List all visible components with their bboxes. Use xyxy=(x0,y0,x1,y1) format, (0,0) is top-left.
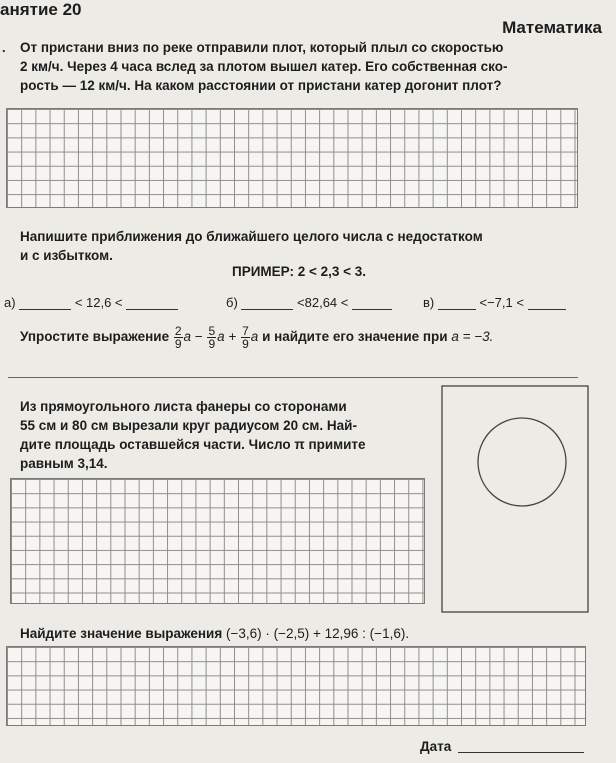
task5-prefix: Найдите значение выражения xyxy=(20,626,223,641)
item-c-label: в) xyxy=(423,295,435,310)
task4-answer-grid[interactable] xyxy=(10,478,425,604)
task2-item-b xyxy=(226,295,392,310)
fraction-3: $\frac{7}{9}$ xyxy=(242,324,249,351)
task2-item-c xyxy=(423,295,566,310)
item-a-blank-right[interactable] xyxy=(126,309,178,310)
lesson-heading: анятие 20 xyxy=(0,0,82,19)
var-a-3: a xyxy=(250,329,259,345)
item-c-blank-right[interactable] xyxy=(528,309,566,310)
item-a-label: а) xyxy=(4,295,16,310)
task4-line4: равным 3,14. xyxy=(20,456,108,471)
task2-line2: и с избытком. xyxy=(20,248,113,263)
item-c-blank-left[interactable] xyxy=(438,309,476,310)
task2-example: ПРИМЕР: 2 < 2,3 < 3. xyxy=(232,264,367,279)
item-a-blank-left[interactable] xyxy=(19,309,71,310)
task5-text xyxy=(20,624,409,643)
task4-line1: Из прямоугольного листа фанеры со сторонами xyxy=(20,399,347,414)
item-a-expr: < 12,6 < xyxy=(74,295,123,310)
task2-item-a xyxy=(4,295,178,310)
cut-circle xyxy=(478,418,566,506)
item-b-label: б) xyxy=(226,295,238,310)
task3-suffix: и найдите его значение при xyxy=(262,329,448,345)
var-a-2: a xyxy=(217,329,225,345)
task3-answer-line[interactable] xyxy=(8,377,578,378)
task5-answer-grid[interactable] xyxy=(6,646,586,726)
task5-expression: (−3,6) · (−2,5) + 12,96 : (−1,6). xyxy=(225,626,410,641)
var-a-1: a xyxy=(183,329,192,345)
task4-text xyxy=(20,397,440,473)
subject-heading: Математика xyxy=(502,18,602,37)
plywood-figure xyxy=(440,384,590,614)
item-c-expr: <−7,1 < xyxy=(479,295,524,310)
task2-text xyxy=(20,227,610,265)
task4-line3: дите площадь оставшейся части. Число π примите xyxy=(20,437,366,452)
fraction-1: $\frac{2}{9}$ xyxy=(174,324,182,351)
task1-answer-grid[interactable] xyxy=(6,108,578,208)
task3-prefix: Упростите выражение xyxy=(20,329,170,345)
task1-line1: От пристани вниз по реке отправили плот, который плыл со скоростью xyxy=(20,40,504,55)
task1-marker: . xyxy=(2,40,6,55)
plus-sign: + xyxy=(228,329,237,345)
item-b-blank-right[interactable] xyxy=(352,309,392,310)
date-field[interactable] xyxy=(458,752,584,753)
task2-line1: Напишите приближения до ближайшего целого числа с недостатком xyxy=(20,229,483,244)
plywood-rectangle xyxy=(442,386,588,612)
item-b-blank-left[interactable] xyxy=(241,309,293,310)
minus-sign: − xyxy=(194,329,203,345)
task1-line2: 2 км/ч. Через 4 часа вслед за плотом вышел катер. Его собственная ско- xyxy=(20,59,508,74)
fraction-2: $\frac{5}{9}$ xyxy=(208,324,216,351)
task1-line3: рость — 12 км/ч. На каком расстоянии от пристани катер догонит плот? xyxy=(20,78,502,93)
task3-text xyxy=(20,325,616,350)
task4-line2: 55 см и 80 см вырезали круг радиусом 20 см. Най- xyxy=(20,418,357,433)
task3-condition: a = −3. xyxy=(451,329,494,345)
task1-text xyxy=(20,38,610,95)
date-label: Дата xyxy=(420,739,452,754)
item-b-expr: <82,64 < xyxy=(297,295,349,310)
